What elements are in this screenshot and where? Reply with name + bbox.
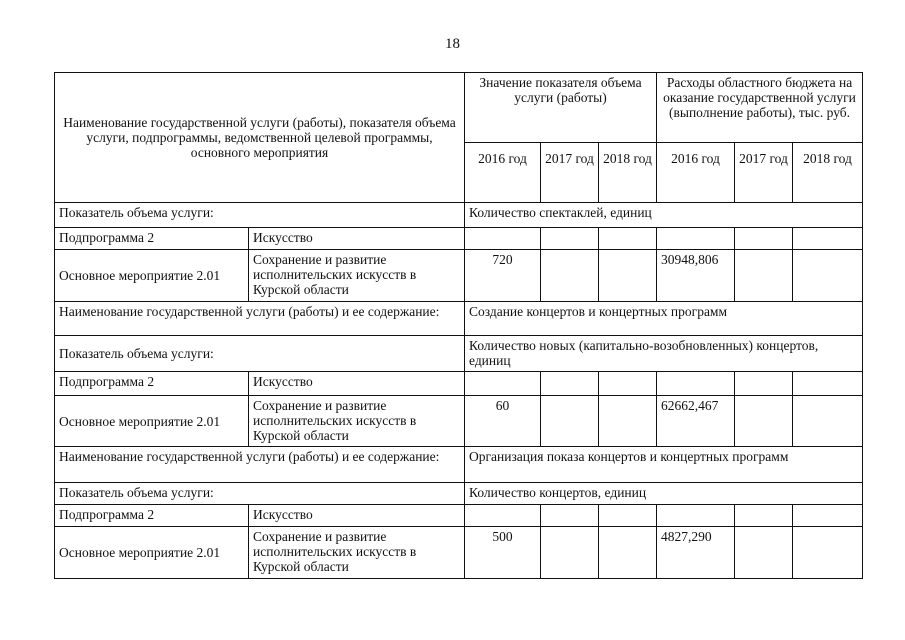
indicator-value: Количество спектаклей, единиц bbox=[465, 203, 863, 228]
indicator-value: Количество новых (капитально-возобновленных) концертов, единиц bbox=[465, 336, 863, 372]
header-name-column: Наименование государственной услуги (работы), показателя объема услуги, подпрограммы, ведомственной целевой программы, основного мероприятия bbox=[55, 73, 465, 203]
subprogram-name: Искусство bbox=[249, 372, 465, 396]
subprogram-row bbox=[55, 228, 863, 250]
volume-2016-value: 720 bbox=[465, 250, 541, 302]
expense-2016-value: 4827,290 bbox=[657, 527, 735, 579]
indicator-label: Показатель объема услуги: bbox=[55, 336, 465, 372]
volume-2016-value: 500 bbox=[465, 527, 541, 579]
activity-label: Основное мероприятие 2.01 bbox=[55, 250, 249, 302]
header-expense-group: Расходы областного бюджета на оказание государственной услуги (выполнение работы), тыс. руб. bbox=[657, 73, 863, 143]
header-expense-year: 2017 год bbox=[735, 143, 793, 203]
subprogram-label: Подпрограмма 2 bbox=[55, 505, 249, 527]
indicator-label: Показатель объема услуги: bbox=[55, 203, 465, 228]
header-volume-year: 2016 год bbox=[465, 143, 541, 203]
expense-2016-value: 30948,806 bbox=[657, 250, 735, 302]
activity-row bbox=[55, 250, 863, 302]
indicator-row bbox=[55, 336, 863, 372]
subprogram-label: Подпрограмма 2 bbox=[55, 228, 249, 250]
header-volume-group: Значение показателя объема услуги (работы) bbox=[465, 73, 657, 143]
services-table bbox=[54, 72, 863, 579]
activity-label: Основное мероприятие 2.01 bbox=[55, 396, 249, 447]
subprogram-label: Подпрограмма 2 bbox=[55, 372, 249, 396]
service-value: Организация показа концертов и концертных программ bbox=[465, 447, 863, 483]
indicator-value: Количество концертов, единиц bbox=[465, 483, 863, 505]
header-volume-year: 2018 год bbox=[599, 143, 657, 203]
subprogram-name: Искусство bbox=[249, 228, 465, 250]
activity-name: Сохранение и развитие исполнительских искусств в Курской области bbox=[249, 527, 465, 579]
indicator-row bbox=[55, 483, 863, 505]
indicator-row bbox=[55, 203, 863, 228]
service-label: Наименование государственной услуги (работы) и ее содержание: bbox=[55, 447, 465, 483]
activity-row bbox=[55, 396, 863, 447]
subprogram-row bbox=[55, 372, 863, 396]
header-volume-year: 2017 год bbox=[541, 143, 599, 203]
indicator-label: Показатель объема услуги: bbox=[55, 483, 465, 505]
header-expense-year: 2016 год bbox=[657, 143, 735, 203]
header-row bbox=[55, 73, 863, 143]
service-label: Наименование государственной услуги (работы) и ее содержание: bbox=[55, 302, 465, 336]
activity-name: Сохранение и развитие исполнительских искусств в Курской области bbox=[249, 250, 465, 302]
page-number: 18 bbox=[445, 36, 460, 52]
header-expense-year: 2018 год bbox=[793, 143, 863, 203]
subprogram-name: Искусство bbox=[249, 505, 465, 527]
activity-label: Основное мероприятие 2.01 bbox=[55, 527, 249, 579]
activity-row bbox=[55, 527, 863, 579]
expense-2016-value: 62662,467 bbox=[657, 396, 735, 447]
service-value: Создание концертов и концертных программ bbox=[465, 302, 863, 336]
volume-2016-value: 60 bbox=[465, 396, 541, 447]
service-row bbox=[55, 447, 863, 483]
service-row bbox=[55, 302, 863, 336]
subprogram-row bbox=[55, 505, 863, 527]
activity-name: Сохранение и развитие исполнительских искусств в Курской области bbox=[249, 396, 465, 447]
